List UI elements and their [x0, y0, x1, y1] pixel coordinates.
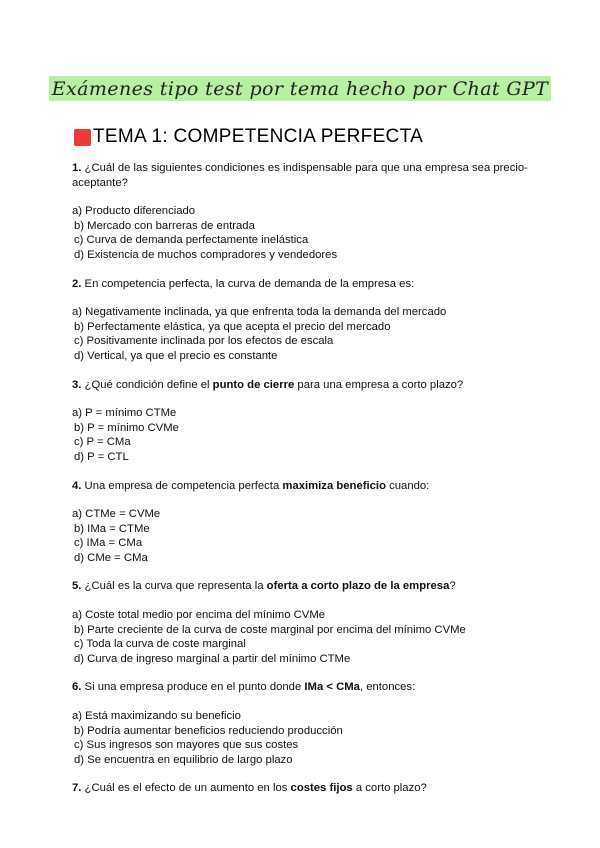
option-a: a) CTMe = CVMe — [72, 508, 161, 521]
question-block — [72, 378, 542, 465]
question-body: En competencia perfecta, la curva de demanda de la empresa es: — [81, 277, 415, 290]
questions-list — [72, 161, 542, 810]
question-block — [72, 277, 542, 364]
question-body-bold: IMa < CMa — [304, 681, 360, 694]
question-block — [72, 579, 542, 666]
question-body-post: cuando: — [385, 479, 430, 492]
option-c: c) Positivamente inclinada por los efectos de escala — [74, 335, 334, 348]
option-d: d) CMe = CMa — [74, 551, 148, 564]
question-block — [72, 781, 542, 796]
option-a: a) P = mínimo CTMe — [72, 407, 177, 420]
options-list — [72, 507, 542, 565]
option-c: c) Sus ingresos son mayores que sus costes — [74, 739, 299, 752]
question-text — [72, 579, 542, 594]
options-list — [72, 709, 542, 767]
question-body-pre: Una empresa de competencia perfecta — [81, 479, 283, 492]
question-text — [72, 161, 542, 190]
question-number: 5. — [72, 580, 82, 593]
question-body-bold: costes fijos — [290, 782, 353, 795]
question-body-bold: maximiza beneficio — [282, 479, 386, 492]
options-list — [72, 204, 542, 262]
question-block — [72, 680, 542, 767]
red-square-icon — [74, 129, 91, 146]
question-number: 2. — [72, 277, 82, 290]
question-text — [72, 479, 542, 494]
option-b: b) Mercado con barreras de entrada — [74, 219, 255, 232]
option-d: d) Se encuentra en equilibrio de largo plazo — [74, 753, 293, 766]
option-b: b) P = mínimo CVMe — [74, 421, 179, 434]
option-b: b) Perfectamente elástica, ya que acepta el precio del mercado — [74, 320, 391, 333]
option-a: a) Negativamente inclinada, ya que enfrenta toda la demanda del mercado — [72, 306, 447, 319]
option-d: d) Curva de ingreso marginal a partir del mínimo CTMe — [74, 652, 351, 665]
option-b: b) Podría aumentar beneficios reduciendo producción — [74, 724, 343, 737]
option-d: d) Existencia de muchos compradores y vendedores — [74, 248, 338, 261]
question-body-post: , entonces: — [359, 681, 416, 694]
option-c: c) Curva de demanda perfectamente inelástica — [74, 234, 309, 247]
question-block — [72, 161, 542, 263]
question-body-pre: ¿Qué condición define el — [81, 378, 213, 391]
question-body-post: ? — [449, 580, 456, 593]
option-b: b) IMa = CTMe — [74, 522, 150, 535]
header-title: Exámenes tipo test por tema hecho por Chat GPT — [49, 76, 551, 101]
header-title-container — [0, 76, 600, 101]
section-title: TEMA 1: COMPETENCIA PERFECTA — [93, 126, 424, 147]
question-text — [72, 378, 542, 393]
option-c: c) IMa = CMa — [74, 537, 143, 550]
option-a: a) Está maximizando su beneficio — [72, 710, 241, 723]
question-number: 7. — [72, 782, 82, 795]
question-text — [72, 680, 542, 695]
options-list — [72, 305, 542, 363]
question-body-bold: punto de cierre — [212, 378, 295, 391]
question-body-post: a corto plazo? — [352, 782, 427, 795]
option-c: c) Toda la curva de coste marginal — [74, 638, 246, 651]
question-block — [72, 479, 542, 566]
question-body-post: para una empresa a corto plazo? — [294, 378, 464, 391]
question-number: 1. — [72, 162, 82, 174]
options-list — [72, 406, 542, 464]
option-d: d) Vertical, ya que el precio es constante — [74, 349, 278, 362]
question-number: 4. — [72, 479, 82, 492]
option-a: a) Producto diferenciado — [72, 205, 196, 218]
option-c: c) P = CMa — [74, 436, 131, 449]
question-body: ¿Cuál de las siguientes condiciones es indispensable para que una empresa sea precio-aceptante? — [72, 162, 528, 189]
section-heading — [74, 126, 423, 148]
question-text — [72, 277, 542, 292]
option-d: d) P = CTL — [74, 450, 129, 463]
option-a: a) Coste total medio por encima del mínimo CVMe — [72, 609, 326, 622]
question-body-pre: ¿Cuál es el efecto de un aumento en los — [81, 782, 291, 795]
options-list — [72, 608, 542, 666]
question-body-pre: Si una empresa produce en el punto donde — [81, 681, 305, 694]
question-body-bold: oferta a corto plazo de la empresa — [266, 580, 450, 593]
question-number: 3. — [72, 378, 82, 391]
question-body-pre: ¿Cuál es la curva que representa la — [81, 580, 267, 593]
option-b: b) Parte creciente de la curva de coste marginal por encima del mínimo CVMe — [74, 623, 466, 636]
question-text — [72, 781, 542, 796]
question-number: 6. — [72, 681, 82, 694]
